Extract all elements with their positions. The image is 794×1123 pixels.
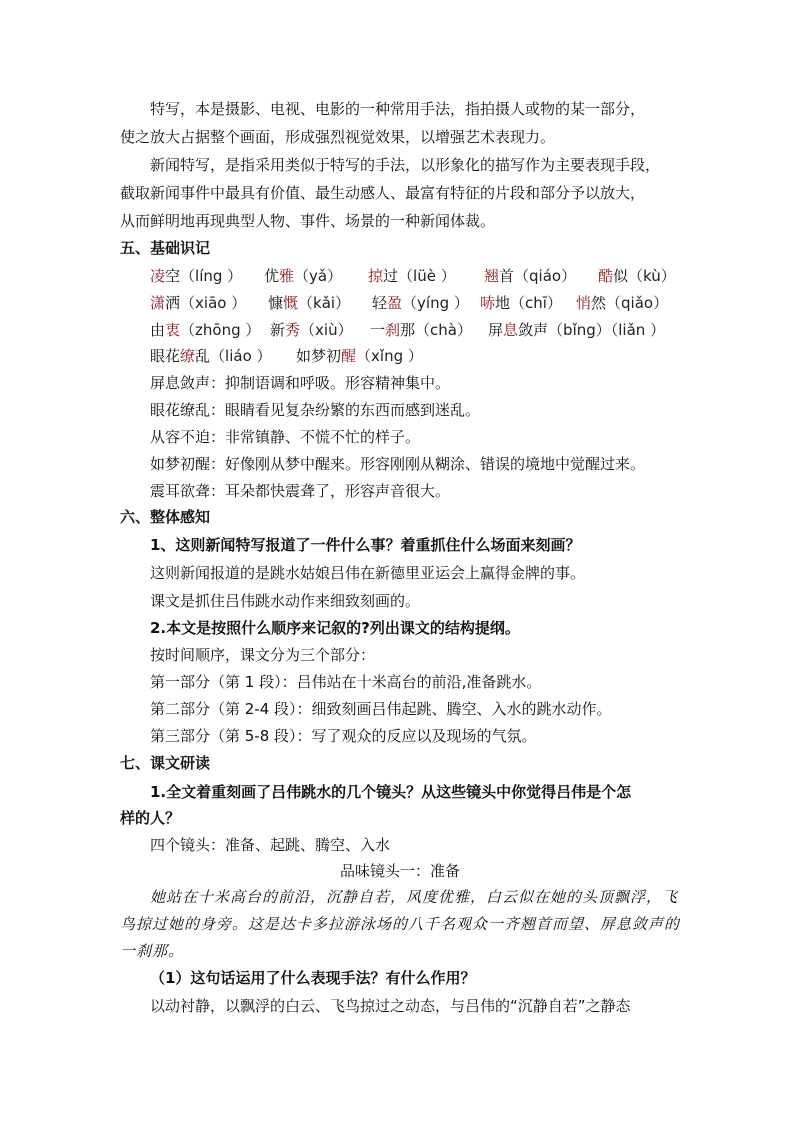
vocab-item [270, 318, 353, 342]
intro-paragraph-2-line-3: 从而鲜明地再现典型人物、事件、场景的一种新闻体裁。 [120, 212, 496, 230]
vocab-rest: 似 [613, 267, 629, 285]
vocab-rest: 然 [591, 294, 607, 312]
subsection-title: 品味镜头一：准备 [339, 862, 460, 880]
answer-line: 这则新闻报道的是跳水姑娘吕伟在新德里亚运会上赢得金牌的事。 [150, 564, 586, 582]
vocab-rest: 洒 [165, 294, 181, 312]
vocab-highlight: 醒 [341, 347, 357, 365]
answer-line: 第一部分（第 1 段）：吕伟站在十米高台的前沿,准备跳水。 [150, 673, 542, 691]
quote-line: 她站在十米高台的前沿，沉静自若，风度优雅，白云似在她的头顶飘浮，飞 [150, 888, 679, 906]
definition-line: 震耳欲聋：耳朵都快震聋了，形容声音很大。 [150, 482, 451, 500]
vocab-highlight: 哧 [480, 294, 496, 312]
vocab-pinyin: （qiáo） [514, 267, 577, 285]
vocab-pinyin: （yíng ） [402, 294, 469, 312]
vocab-prefix: 一 [370, 321, 386, 339]
vocab-rest: 过 [383, 267, 399, 285]
vocab-highlight: 盈 [387, 294, 403, 312]
sub-question: （1）这句话运用了什么表现手法？有什么作用？ [150, 969, 476, 987]
vocab-row-3 [150, 318, 690, 342]
answer-line: 按时间顺序，课文分为三个部分： [150, 646, 376, 664]
vocab-highlight: 衷 [165, 321, 181, 339]
vocab-rest: 首 [499, 267, 515, 285]
vocab-item [150, 291, 246, 315]
intro-paragraph-1-line-1: 特写，本是摄影、电视、电影的一种常用手法，指拍摄人或物的某一部分， [150, 100, 646, 118]
answer-line: 第二部分（第 2-4 段）：细致刻画吕伟起跳、腾空、入水的跳水动作。 [150, 700, 612, 718]
vocab-item [576, 291, 668, 315]
vocab-highlight: 潇 [150, 294, 166, 312]
vocab-item [150, 318, 260, 342]
vocab-row-2 [150, 291, 690, 315]
vocab-item [368, 264, 456, 288]
vocab-prefix: 眼花 [150, 347, 181, 365]
vocab-item [370, 318, 472, 342]
vocab-item [264, 264, 342, 288]
vocab-item [484, 264, 576, 288]
definition-line: 眼花缭乱：眼睛看见复杂纷繁的东西而感到迷乱。 [150, 401, 481, 419]
answer-line: 以动衬静，以飘浮的白云、飞鸟掠过之动态，与吕伟的“沉静自若”之静态 [150, 997, 631, 1015]
section-7-heading: 七、课文研读 [120, 754, 211, 772]
definition-line: 屏息敛声：抑制语调和呼吸。形容精神集中。 [150, 374, 451, 392]
vocab-pinyin: （xiāo ） [180, 294, 247, 312]
question-2: 2.本文是按照什么顺序来记叙的?列出课文的结构提纲。 [150, 619, 520, 637]
intro-paragraph-2-line-2: 截取新闻事件中最具有价值、最生动感人、最富有特征的片段和部分予以放大， [120, 184, 646, 202]
vocab-highlight: 缭 [180, 347, 196, 365]
vocab-item [488, 318, 665, 342]
vocab-item [150, 344, 272, 368]
vocab-highlight: 翘 [484, 267, 500, 285]
vocab-pinyin: （bǐng）（liǎn ） [548, 321, 666, 339]
vocab-prefix: 如梦初 [296, 347, 342, 365]
vocab-highlight: 凌 [150, 267, 166, 285]
definition-line: 从容不迫：非常镇静、不慌不忙的样子。 [150, 428, 421, 446]
vocab-highlight: 雅 [279, 267, 295, 285]
vocab-prefix: 由 [150, 321, 166, 339]
vocab-prefix: 新 [270, 321, 286, 339]
vocab-prefix: 优 [264, 267, 280, 285]
vocab-highlight: 掠 [368, 267, 384, 285]
vocab-highlight: 息 [503, 321, 519, 339]
vocab-item [296, 344, 423, 368]
definition-line: 如梦初醒：好像刚从梦中醒来。形容刚刚从糊涂、错误的境地中觉醒过来。 [150, 455, 646, 473]
intro-paragraph-2-line-1: 新闻特写，是指采用类似于特写的手法，以形象化的描写作为主要表现手段， [150, 156, 661, 174]
section-6-heading: 六、整体感知 [120, 508, 211, 526]
vocab-item [480, 291, 562, 315]
vocab-pinyin: （kǎi） [298, 294, 351, 312]
vocab-pinyin: （xǐng ） [356, 347, 423, 365]
vocab-rest: 空 [165, 267, 181, 285]
vocab-item [598, 264, 676, 288]
vocab-rest: 地 [495, 294, 511, 312]
vocab-pinyin: （kù） [628, 267, 676, 285]
vocab-highlight: 慨 [283, 294, 299, 312]
vocab-pinyin: （chī） [510, 294, 562, 312]
vocab-highlight: 悄 [576, 294, 592, 312]
quote-line: 鸟掠过她的身旁。这是达卡多拉游泳场的八千名观众一齐翘首而望、屏息敛声的 [120, 915, 680, 933]
vocab-pinyin: （liáo ） [210, 347, 272, 365]
question-1: 1、这则新闻特写报道了一件什么事？着重抓住什么场面来刻画？ [150, 536, 581, 554]
quote-line: 一刹那。 [120, 942, 185, 960]
vocab-item [150, 264, 242, 288]
vocab-row-4 [150, 344, 690, 368]
section-5-heading: 五、基础识记 [120, 239, 211, 257]
vocab-pinyin: （lüè ） [398, 267, 456, 285]
vocab-rest: 那 [400, 321, 416, 339]
vocab-pinyin: （zhōng ） [180, 321, 261, 339]
vocab-highlight: 刹 [385, 321, 401, 339]
vocab-prefix: 屏 [488, 321, 504, 339]
vocab-pinyin: （yǎ） [294, 267, 343, 285]
question-line: 样的人？ [120, 809, 181, 827]
vocab-pinyin: （xiù） [300, 321, 353, 339]
vocab-highlight: 秀 [285, 321, 301, 339]
vocab-pinyin: （líng ） [180, 267, 243, 285]
vocab-rest: 乱 [195, 347, 211, 365]
vocab-row-1 [150, 264, 690, 288]
vocab-item [268, 291, 350, 315]
vocab-highlight: 酷 [598, 267, 614, 285]
vocab-prefix: 轻 [372, 294, 388, 312]
answer-line: 四个镜头：准备、起跳、腾空、入水 [150, 836, 391, 854]
answer-line: 第三部分（第 5-8 段）：写了观众的反应以及现场的气氛。 [150, 727, 537, 745]
question-line: 1.全文着重刻画了吕伟跳水的几个镜头？从这些镜头中你觉得吕伟是个怎 [150, 783, 632, 801]
vocab-pinyin: （chà） [415, 321, 472, 339]
answer-line: 课文是抓住吕伟跳水动作来细致刻画的。 [150, 592, 421, 610]
vocab-pinyin: （qiǎo） [606, 294, 669, 312]
vocab-rest: 敛声 [518, 321, 549, 339]
vocab-item [372, 291, 469, 315]
vocab-prefix: 慷 [268, 294, 284, 312]
intro-paragraph-1-line-2: 使之放大占据整个画面，形成强烈视觉效果，以增强艺术表现力。 [120, 128, 556, 146]
